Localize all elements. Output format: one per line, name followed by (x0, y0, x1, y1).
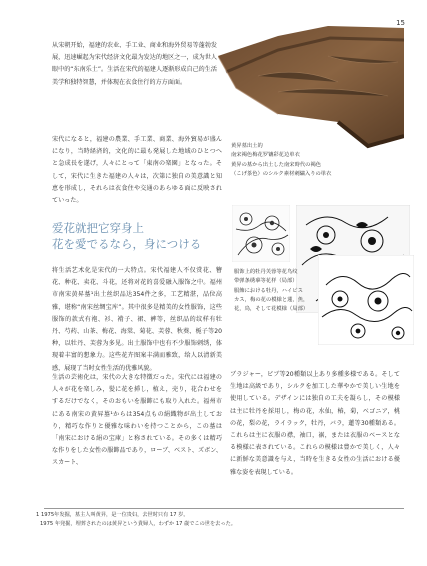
floral-pattern-sample-3 (318, 255, 414, 345)
page-number: 15 (396, 19, 405, 27)
intro-paragraph-ja: 宋代になると，福建の農業、手工業、商業、海外貿易が盛んになり，当時経済的，文化的に最も発展した地域のひとつへと急成長を遂げ，人々にとって「東南の楽園」となった。そして，宋代に生きた福建の人々は，次第に独自の美意識と知恵を形成し，それらは衣食住や交通のあらゆる面に反映されていった。 (52, 136, 222, 205)
footnote-zh: 1 1975年发掘，墓主人叫黄昇，是一位贵妇，去世时只有 17 岁。 (36, 512, 189, 518)
section-heading-zh: 爱花就把它穿身上 (52, 221, 144, 235)
pattern-caption: 服饰上的牡丹芙蓉等花鸟纹 带弹条绣摹等花样（局部） 服飾における牡丹，ハイビス カス，梅の花の模様と蓮，魚， 花，鳥，そして花模様（局部） (234, 269, 309, 313)
section-heading-ja: 花を愛でるなら，身につける (52, 237, 202, 251)
floral-pattern-sample-1 (232, 205, 290, 262)
flower-paragraph-ja: 生活の芸術化は，宋代の大きな特徴だった。宋代には福建の人々が花を楽しみ，髪に花を挿し，植え，売り，花合わせをするだけでなく，そのおもいを服飾にも取り入れた。福州市にある南宋の黄昇墓¹からは354点もの絹織物が出土しており，精巧な作りと優雅な味わいを持つことから，この墓は「南宋における絹の宝庫」と称されている。その多くは精巧な作りをした女性の服飾品であり，ローブ、ベスト、ズボン、スカート、 (52, 374, 222, 467)
flower-paragraph-ja-continued: ブラジャー，ビブ等20種類以上あり多種多様である。そして生地は高級であり，シルクを加工した華やかで美しい生地を使用している。デザインには独自の工夫を凝らし，その模様は主に牡丹を採用し，梅の花，水仙，椿，菊，ベゴニア，桃の花，梨の花，ライラック，牡丹，バラ，蓮等30種類ある。これらは主に衣服の襟，袖口，裾，または衣服のベースとなる模様に表されている。これらの模様は豊かで美しく，人々に新鮮な美意識を与え，当時を生きる女性の生活における優雅な姿を表現している。 (230, 371, 400, 476)
garment-caption: 黄昇墓出土的 南宋褐色梅花罗镶彩花边单衣 黄昇の墓から出土した南宋時代の褐色 （こげ茶色）のシルク素材刺繍入りの単衣 (231, 143, 332, 177)
intro-paragraph-zh: 从宋朝开始，福建的农业、手工业、商业和海外贸易等蓬勃发展，迅速崛起为宋代经济文化最为发达的地区之一，成为世人眼中的“东南乐土”。生活在宋代的福建人逐渐形成自己的生活美学和独特智慧，并体现在衣食住行的方方面面。 (52, 42, 217, 86)
flower-paragraph-zh: 将生活艺术化是宋代的一大特点。宋代福建人不仅赏花、簪花、种花、卖花、斗花，还将对花的喜爱融入服饰之中。福州市南宋黄昇墓¹出土丝织品达354件之多，工艺精湛，品位高雅，堪称“南宋丝绸宝库”。其中很多是精美的女性服饰，这些服饰的款式有袍、衫、褙子、裙、裤等，丝织品的纹样有牡丹、芍药、山茶、梅花、海棠、菊花、芙蓉、秋葵、栀子等20种，以牡丹、芙蓉为多见。出土服饰中也有不少服饰刺绣，体现着丰富的想象力。这些花卉图案丰满而雅致，给人以清新美感，展现了当时女性生活的优雅风貌。 (52, 267, 222, 372)
footnote-divider (44, 508, 404, 509)
footnote-ja: 1975 年発掘，埋葬されたのは黄昇という貴婦人，わずか 17 歳でこの世を去った。 (40, 521, 236, 527)
